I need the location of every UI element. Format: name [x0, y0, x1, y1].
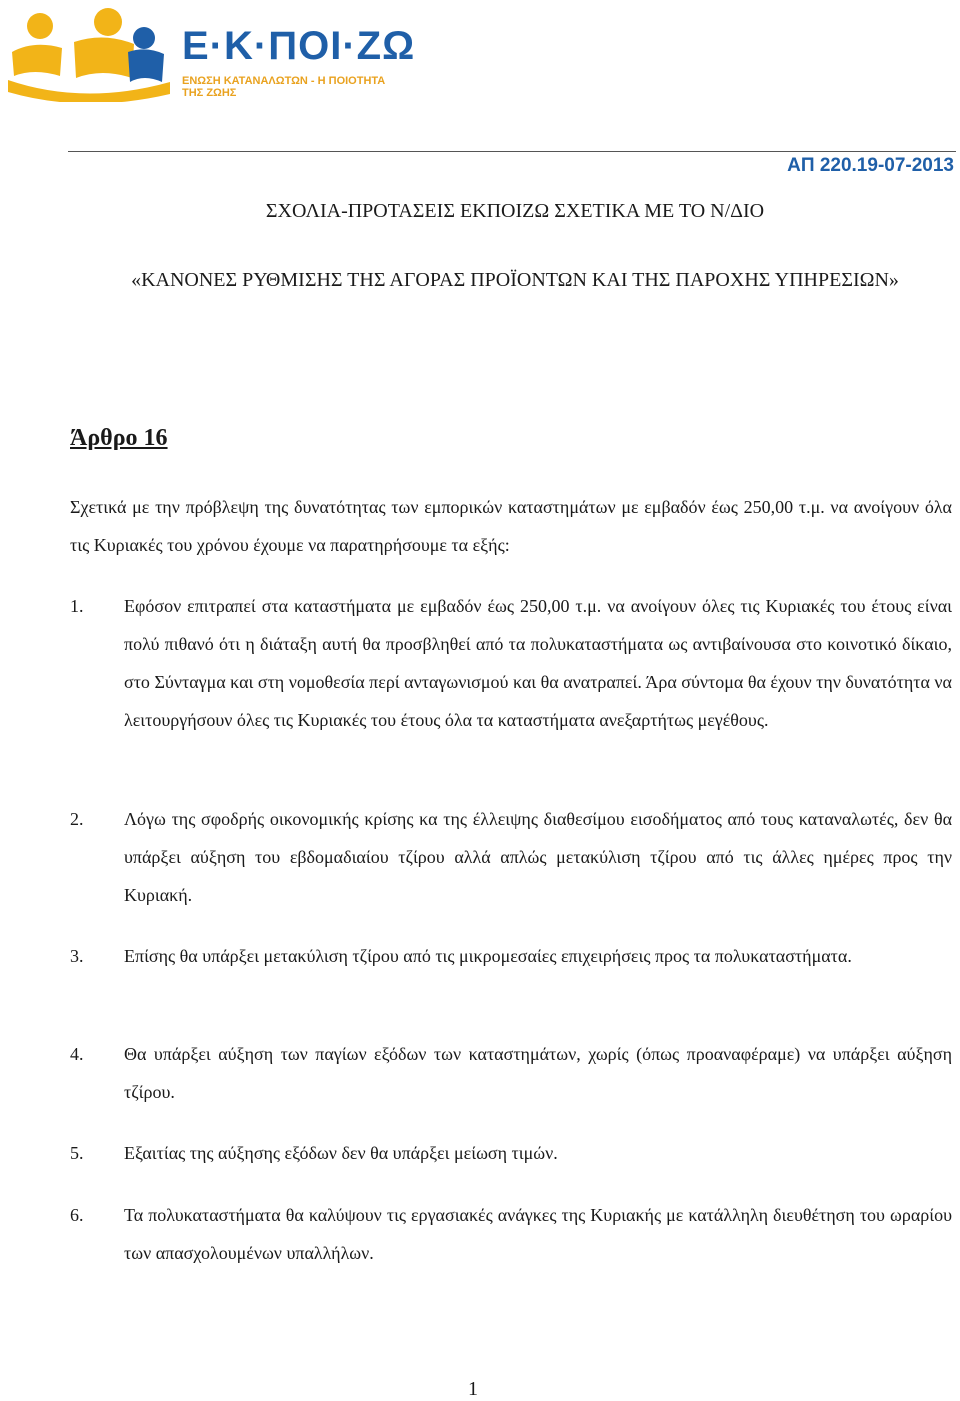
list-item-number: 6. — [70, 1205, 84, 1225]
list-item-text: Εφόσον επιτραπεί στα καταστήματα με εμβαδόν έως 250,00 τ.μ. να ανοίγουν όλες τις Κυριακές του έτους είναι πολύ πιθανό ότι η διάταξη αυτή θα προσβληθεί από τα πολυκαταστήματα ως αντιβαίνουσα στο κοινοτικό δίκαιο, στο Σύνταγμα και στη νομοθεσία περί ανταγωνισμού και θα ανατραπεί. Άρα σύντομα θα έχουν την δυνατότητα να λειτουργήσουν όλες τις Κυριακές του έτους όλα τα καταστήματα ανεξαρτήτως μεγέθους. — [124, 596, 952, 730]
brand-name: Ε·Κ·ΠΟΙ·ΖΩ — [182, 24, 416, 68]
document-subtitle: «ΚΑΝΟΝΕΣ ΡΥΘΜΙΣΗΣ ΤΗΣ ΑΓΟΡΑΣ ΠΡΟΪΟΝΤΩΝ ΚΑΙ ΤΗΣ ΠΑΡΟΧΗΣ ΥΠΗΡΕΣΙΩΝ» — [131, 269, 899, 291]
intro-paragraph: Σχετικά με την πρόβλεψη της δυνατότητας των εμπορικών καταστημάτων με εμβαδόν έως 250,00 τ.μ. να ανοίγουν όλα τις Κυριακές του χρόνου έχουμε να παρατηρήσουμε τα εξής: — [70, 497, 952, 555]
document-title: ΣΧΟΛΙΑ-ΠΡΟΤΑΣΕΙΣ ΕΚΠΟΙΖΩ ΣΧΕΤΙΚΑ ΜΕ ΤΟ Ν/ΔΙΟ — [265, 200, 765, 222]
list-item-text: Επίσης θα υπάρξει μετακύλιση τζίρου από τις μικρομεσαίες επιχειρήσεις προς τα πολυκαταστήματα. — [124, 946, 852, 966]
list-item — [70, 587, 952, 739]
list-item — [70, 1035, 952, 1111]
article-heading: Άρθρο 16 — [70, 425, 168, 451]
list-item-text: Εξαιτίας της αύξησης εξόδων δεν θα υπάρξει μείωση τιμών. — [124, 1143, 558, 1163]
list-item-text: Τα πολυκαταστήματα θα καλύψουν τις εργασιακές ανάγκες της Κυριακής με κατάλληλη διευθέτηση του ωραρίου των απασχολουμένων υπαλλήλων. — [124, 1205, 952, 1263]
header-rule — [68, 151, 956, 152]
list-item-number: 2. — [70, 809, 84, 829]
page-number: 1 — [468, 1378, 478, 1400]
list-item-number: 3. — [70, 946, 84, 966]
list-item — [70, 937, 952, 975]
list-item-text: Θα υπάρξει αύξηση των παγίων εξόδων των καταστημάτων, χωρίς (όπως προαναφέραμε) να υπάρξει αύξηση τζίρου. — [124, 1044, 952, 1102]
list-item-number: 5. — [70, 1143, 84, 1163]
brand-tagline: ΕΝΩΣΗ ΚΑΤΑΝΑΛΩΤΩΝ - Η ΠΟΙΟΤΗΤΑ ΤΗΣ ΖΩΗΣ — [182, 75, 386, 99]
list-item — [70, 800, 952, 914]
ekpoizo-logo — [4, 2, 416, 102]
list-item-number: 1. — [70, 596, 84, 616]
list-item-text: Λόγω της σφοδρής οικονομικής κρίσης κα της έλλειψης διαθεσίμου εισοδήματος από τους καταναλωτές, δεν θα υπάρξει αύξηση του εβδομαδιαίου τζίρου αλλά απλώς μετακύλιση τζίρου από τις άλλες ημέρες προς την Κυριακή. — [124, 809, 952, 905]
list-item — [70, 1134, 952, 1172]
list-item-number: 4. — [70, 1044, 84, 1064]
list-item — [70, 1196, 952, 1272]
reference-number: ΑΠ 220.19-07-2013 — [787, 155, 954, 176]
logo-emblem-icon — [4, 2, 174, 102]
